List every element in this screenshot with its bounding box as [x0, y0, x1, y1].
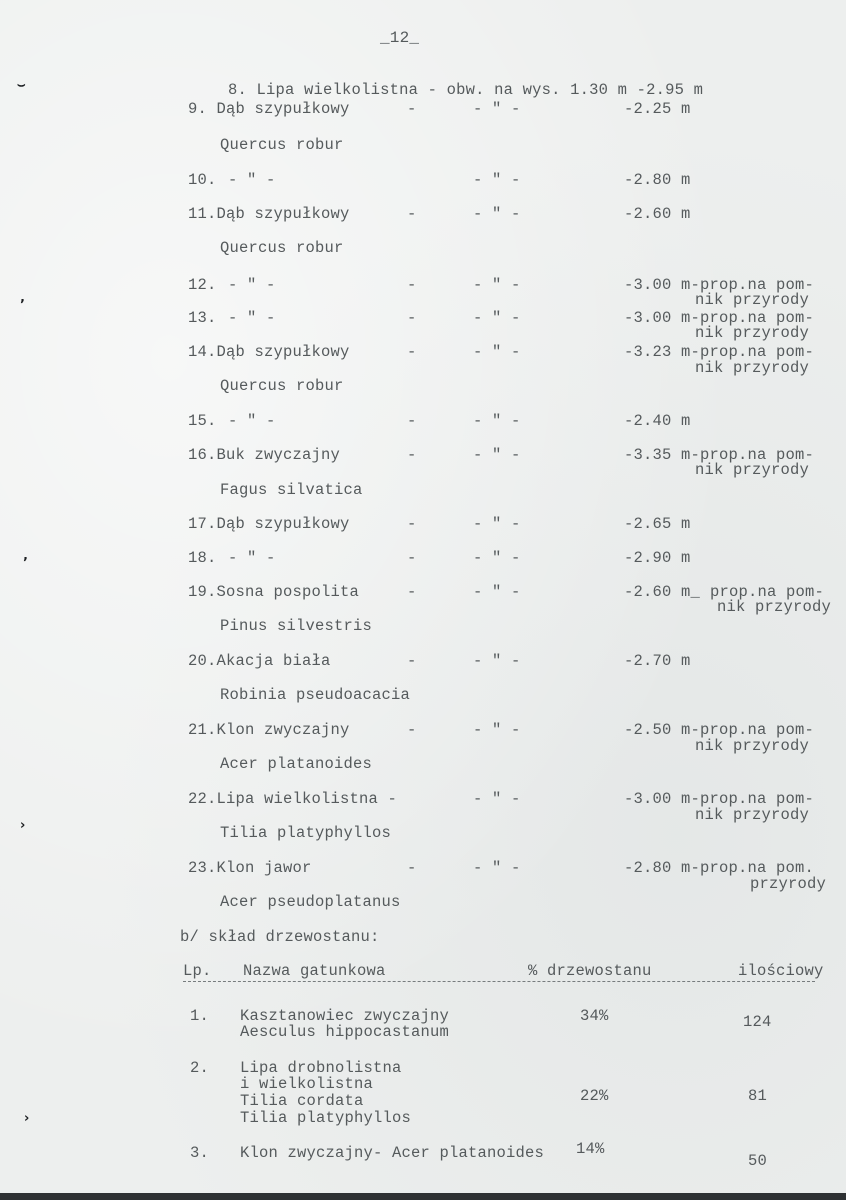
entry-number: 11. [188, 205, 217, 223]
circumference-value: -2.50 m [624, 721, 691, 739]
ditto-mark: - " - [473, 652, 521, 670]
note: -prop.na pom- [690, 276, 815, 294]
dash: - [407, 549, 417, 567]
ditto-mark: - " - [473, 859, 521, 877]
circumference-value: -2.70 m [624, 652, 691, 670]
species-name: - " - [228, 171, 276, 189]
row-name-line: Kasztanowiec zwyczajny [240, 1007, 450, 1025]
entry-number: 10. [188, 171, 217, 189]
circumference-value: -2.25 m [624, 100, 691, 118]
entry-number: 15. [188, 412, 217, 430]
entry-number: 19. [188, 583, 217, 601]
circumference-value: -2.60 m [624, 205, 691, 223]
margin-mark: › [20, 818, 26, 833]
latin-name: Robinia pseudoacacia [220, 686, 411, 704]
species-name: Klon zwyczajny [216, 721, 350, 739]
row-count: 81 [748, 1087, 768, 1105]
species-name: Dąb szypułkowy [216, 515, 350, 533]
row-lp: 2. [190, 1059, 210, 1077]
circumference-value: -3.35 m [624, 446, 691, 464]
column-header-lp: Lp. [183, 962, 212, 980]
entry-number: 23. [188, 859, 217, 877]
page-number: _12_ [380, 29, 420, 47]
row-name-line: Klon zwyczajny- Acer platanoides [240, 1144, 545, 1162]
entry-number: 9. [188, 100, 208, 118]
note: -prop.na pom- [690, 721, 815, 739]
dash: - [407, 583, 417, 601]
dash: - [407, 100, 417, 118]
row-lp: 3. [190, 1144, 210, 1162]
row-name-line: Tilia platyphyllos [240, 1109, 412, 1127]
species-name: - " - [228, 549, 276, 567]
dash: - [407, 412, 417, 430]
note: -prop.na pom- [690, 790, 815, 808]
circumference-value: -3.00 m [624, 276, 691, 294]
scan-bottom-edge [0, 1193, 846, 1200]
circumference-value: -3.00 m [624, 309, 691, 327]
species-name: Sosna pospolita [216, 583, 360, 601]
note-continued: nik przyrody [717, 598, 832, 616]
dash: - [407, 721, 417, 739]
species-name: Klon jawor [216, 859, 312, 877]
ditto-mark: - " - [473, 515, 521, 533]
margin-mark: ⌣ [17, 78, 26, 93]
latin-name: Quercus robur [220, 377, 344, 395]
ditto-mark: - " - [473, 721, 521, 739]
species-name: Lipa wielkolistna - [216, 790, 398, 808]
row-lp: 1. [190, 1007, 210, 1025]
dash: - [407, 343, 417, 361]
circumference-value: -2.60 m_ [624, 583, 701, 601]
ditto-mark: - " - [473, 205, 521, 223]
margin-mark: ’ [23, 556, 28, 571]
species-name: - " - [228, 276, 276, 294]
entry-number: 13. [188, 309, 217, 327]
circumference-value: -3.23 m [624, 343, 691, 361]
note-continued: nik przyrody [695, 291, 810, 309]
species-name: - " - [228, 309, 276, 327]
ditto-mark: - " - [473, 446, 521, 464]
entry-number: 16. [188, 446, 217, 464]
note-continued: nik przyrody [695, 359, 810, 377]
circumference-value: -3.00 m [624, 790, 691, 808]
ditto-mark: - " - [473, 790, 521, 808]
ditto-mark: - " - [473, 171, 521, 189]
dash: - [407, 205, 417, 223]
entry-number: 18. [188, 549, 217, 567]
column-header-percent: % drzewostanu [528, 962, 652, 980]
ditto-mark: - " - [473, 412, 521, 430]
ditto-mark: - " - [473, 583, 521, 601]
note: -prop.na pom. [690, 859, 815, 877]
entry-text: Lipa wielkolistna - obw. na wys. 1.30 m -2.95 m [256, 81, 704, 99]
header-underline [183, 981, 815, 982]
circumference-value: -2.40 m [624, 412, 691, 430]
section-heading: b/ skład drzewostanu: [180, 928, 380, 946]
note: prop.na pom- [710, 583, 825, 601]
dash: - [407, 652, 417, 670]
column-header-name: Nazwa gatunkowa [243, 962, 386, 980]
latin-name: Acer pseudoplatanus [220, 893, 401, 911]
dash: - [407, 309, 417, 327]
dash: - [407, 276, 417, 294]
circumference-value: -2.80 m [624, 171, 691, 189]
entry-number: 22. [188, 790, 217, 808]
species-name: Buk zwyczajny [216, 446, 341, 464]
latin-name: Pinus silvestris [220, 617, 373, 635]
species-name: Dąb szypułkowy [216, 343, 350, 361]
note-continued: przyrody [750, 875, 827, 893]
note: -prop.na pom- [690, 446, 815, 464]
column-header-count: ilościowy [738, 962, 824, 980]
dash: - [407, 859, 417, 877]
entry-number: 20. [188, 652, 217, 670]
row-count: 50 [748, 1152, 768, 1170]
row-name-line: Tilia cordata [240, 1092, 364, 1110]
margin-mark: ’ [20, 298, 25, 313]
circumference-value: -2.65 m [624, 515, 691, 533]
margin-mark: › [24, 1111, 30, 1126]
row-percent: 34% [580, 1007, 609, 1025]
row-name-line: i wielkolistna [240, 1075, 374, 1093]
row-percent: 22% [580, 1087, 609, 1105]
ditto-mark: - " - [473, 549, 521, 567]
circumference-value: -2.80 m [624, 859, 691, 877]
note-continued: nik przyrody [695, 737, 810, 755]
dash: - [407, 446, 417, 464]
species-name: Dąb szypułkowy [216, 100, 350, 118]
latin-name: Fagus silvatica [220, 481, 363, 499]
ditto-mark: - " - [473, 276, 521, 294]
row-percent: 14% [576, 1140, 605, 1158]
latin-name: Acer platanoides [220, 755, 373, 773]
latin-name: Quercus robur [220, 239, 344, 257]
entry-number: 12. [188, 276, 217, 294]
row-name-line: Aesculus hippocastanum [240, 1023, 450, 1041]
row-name-line: Lipa drobnolistna [240, 1059, 402, 1077]
ditto-mark: - " - [473, 100, 521, 118]
species-name: Akacja biała [216, 652, 331, 670]
dash: - [407, 515, 417, 533]
ditto-mark: - " - [473, 343, 521, 361]
entry-number: 14. [188, 343, 217, 361]
note-continued: nik przyrody [695, 461, 810, 479]
note: -prop.na pom- [690, 309, 815, 327]
note: -prop.na pom- [690, 343, 815, 361]
note-continued: nik przyrody [695, 806, 810, 824]
entry-number: 17. [188, 515, 217, 533]
species-name: Dąb szypułkowy [216, 205, 350, 223]
note-continued: nik przyrody [695, 324, 810, 342]
latin-name: Quercus robur [220, 136, 344, 154]
species-name: - " - [228, 412, 276, 430]
latin-name: Tilia platyphyllos [220, 824, 392, 842]
circumference-value: -2.90 m [624, 549, 691, 567]
entry-number: 8. [228, 81, 248, 99]
row-count: 124 [743, 1013, 772, 1031]
ditto-mark: - " - [473, 309, 521, 327]
entry-number: 21. [188, 721, 217, 739]
